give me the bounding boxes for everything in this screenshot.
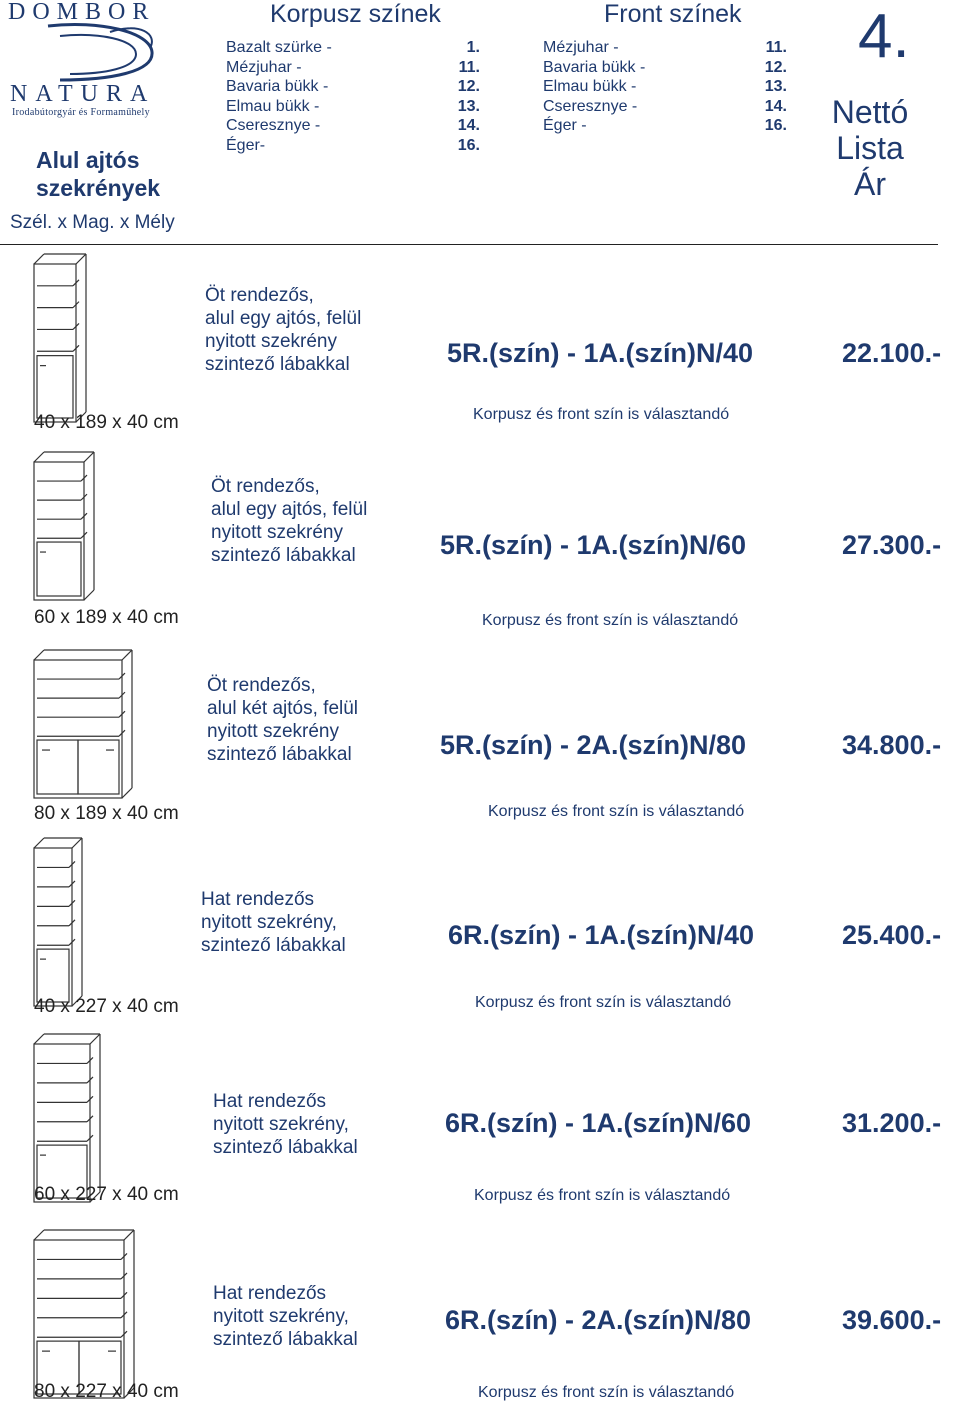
color-code: 16. [764,117,787,134]
product-description-line: szintező lábakkal [205,354,350,375]
product-note: Korpusz és front szín is választandó [478,1384,735,1401]
product-description-line: nyitott szekrény, [213,1114,349,1135]
product-dimensions: 60 x 227 x 40 cm [34,1184,179,1205]
product-note: Korpusz és front szín is választandó [474,1187,731,1204]
color-row [226,97,480,117]
cabinet-drawing-icon [32,1228,138,1402]
color-row [543,97,787,117]
color-code: 12. [457,78,480,95]
product-price: 34.800.- [842,730,942,760]
cabinet-drawing-icon [32,648,136,802]
product-description [201,888,346,957]
product-description-line: alul két ajtós, felül [207,698,359,719]
product-note: Korpusz és front szín is választandó [475,994,732,1011]
product-price: 25.400.- [842,920,942,950]
color-row [226,77,480,97]
product-price: 39.600.- [842,1305,942,1335]
product-description-line: Hat rendezős [213,1283,327,1304]
product-description-line: szintező lábakkal [207,744,352,765]
product-code: 5R.(szín) - 2A.(szín)N/80 [440,730,747,760]
product-description-line: Hat rendezős [213,1091,327,1112]
price-list-line2: Lista [836,130,904,166]
price-list-number: 4. [858,2,910,71]
product-description-line: nyitott szekrény [205,331,337,352]
product-price: 31.200.- [842,1108,942,1138]
product-note: Korpusz és front szín is választandó [488,803,745,820]
product-description-line: nyitott szekrény, [213,1306,349,1327]
price-list-line1: Nettó [831,94,909,130]
cabinet-drawing-icon [32,450,98,604]
color-row [543,116,787,136]
product-description-line: nyitott szekrény [207,721,339,742]
product-price: 22.100.- [842,338,942,368]
header-divider [0,244,938,245]
product-dimensions: 80 x 227 x 40 cm [34,1381,179,1402]
color-name: Bazalt szürke - [226,39,332,56]
product-description [213,1090,358,1159]
front-header: Front színek [604,0,742,28]
category-title: Alul ajtós szekrények [36,147,161,201]
front-color-list [543,38,787,136]
color-name: Mézjuhar - [226,58,302,76]
color-row [226,58,480,78]
color-code: 16. [457,136,480,154]
color-name: Bavaria bükk - [543,58,646,76]
color-name: Éger - [543,117,587,134]
color-row [226,38,480,58]
brand-name-top: DOMBOR [8,0,156,25]
brand-logo-icon [40,22,160,82]
color-code: 14. [764,97,787,115]
product-description [207,674,358,766]
product-description-line: alul egy ajtós, felül [205,308,362,329]
color-code: 1. [466,39,480,56]
product-price: 27.300.- [842,530,942,560]
product-dimensions: 60 x 189 x 40 cm [34,607,179,628]
color-code: 12. [764,58,787,76]
product-description-line: szintező lábakkal [213,1329,358,1350]
product-dimensions: 40 x 227 x 40 cm [34,996,179,1017]
color-row [226,116,480,136]
product-description-line: szintező lábakkal [211,545,356,566]
product-description-line: szintező lábakkal [213,1137,358,1158]
color-code: 13. [457,97,480,115]
cabinet-drawing-icon [32,1032,104,1206]
product-description [213,1282,358,1351]
color-code: 14. [457,117,480,134]
color-row [226,136,480,156]
cabinet-drawing-icon [32,252,90,426]
product-description-line: alul egy ajtós, felül [211,499,368,520]
color-name: Cseresznye - [543,97,638,115]
color-row [543,58,787,78]
price-list-line3: Ár [854,166,886,202]
brand-name-bottom: NATURA [10,81,156,107]
color-row [543,38,787,58]
color-name: Éger- [226,136,266,154]
product-description-line: szintező lábakkal [201,935,346,956]
color-row [543,77,787,97]
korpusz-color-list [226,38,480,155]
product-code: 5R.(szín) - 1A.(szín)N/40 [447,338,754,368]
dimensions-header: Szél. x Mag. x Mély [10,212,175,233]
color-name: Elmau bükk - [543,78,637,95]
color-code: 13. [764,78,787,95]
product-dimensions: 80 x 189 x 40 cm [34,803,179,824]
product-code: 6R.(szín) - 1A.(szín)N/60 [445,1108,752,1138]
product-code: 6R.(szín) - 2A.(szín)N/80 [445,1305,752,1335]
color-name: Bavaria bükk - [226,78,329,95]
product-description-line: nyitott szekrény [211,522,343,543]
color-code: 11. [765,39,787,56]
color-name: Mézjuhar - [543,39,619,56]
color-code: 11. [458,58,480,76]
korpusz-header: Korpusz színek [270,0,441,28]
product-description [205,284,361,376]
color-name: Elmau bükk - [226,97,320,115]
product-description-line: Öt rendezős, [211,476,320,497]
product-dimensions: 40 x 189 x 40 cm [34,412,179,433]
product-description-line: Öt rendezős, [205,285,314,306]
product-description [211,475,367,567]
product-note: Korpusz és front szín is választandó [473,406,730,423]
product-code: 6R.(szín) - 1A.(szín)N/40 [448,920,755,950]
product-description-line: Hat rendezős [201,889,315,910]
product-note: Korpusz és front szín is választandó [482,612,739,629]
color-name: Cseresznye - [226,117,321,134]
cabinet-drawing-icon [32,836,86,1010]
brand-tagline: Irodabútorgyár és Formaműhely [12,107,150,118]
price-list-label [820,94,920,202]
product-description-line: Öt rendezős, [207,675,316,696]
product-description-line: nyitott szekrény, [201,912,337,933]
product-code: 5R.(szín) - 1A.(szín)N/60 [440,530,747,560]
